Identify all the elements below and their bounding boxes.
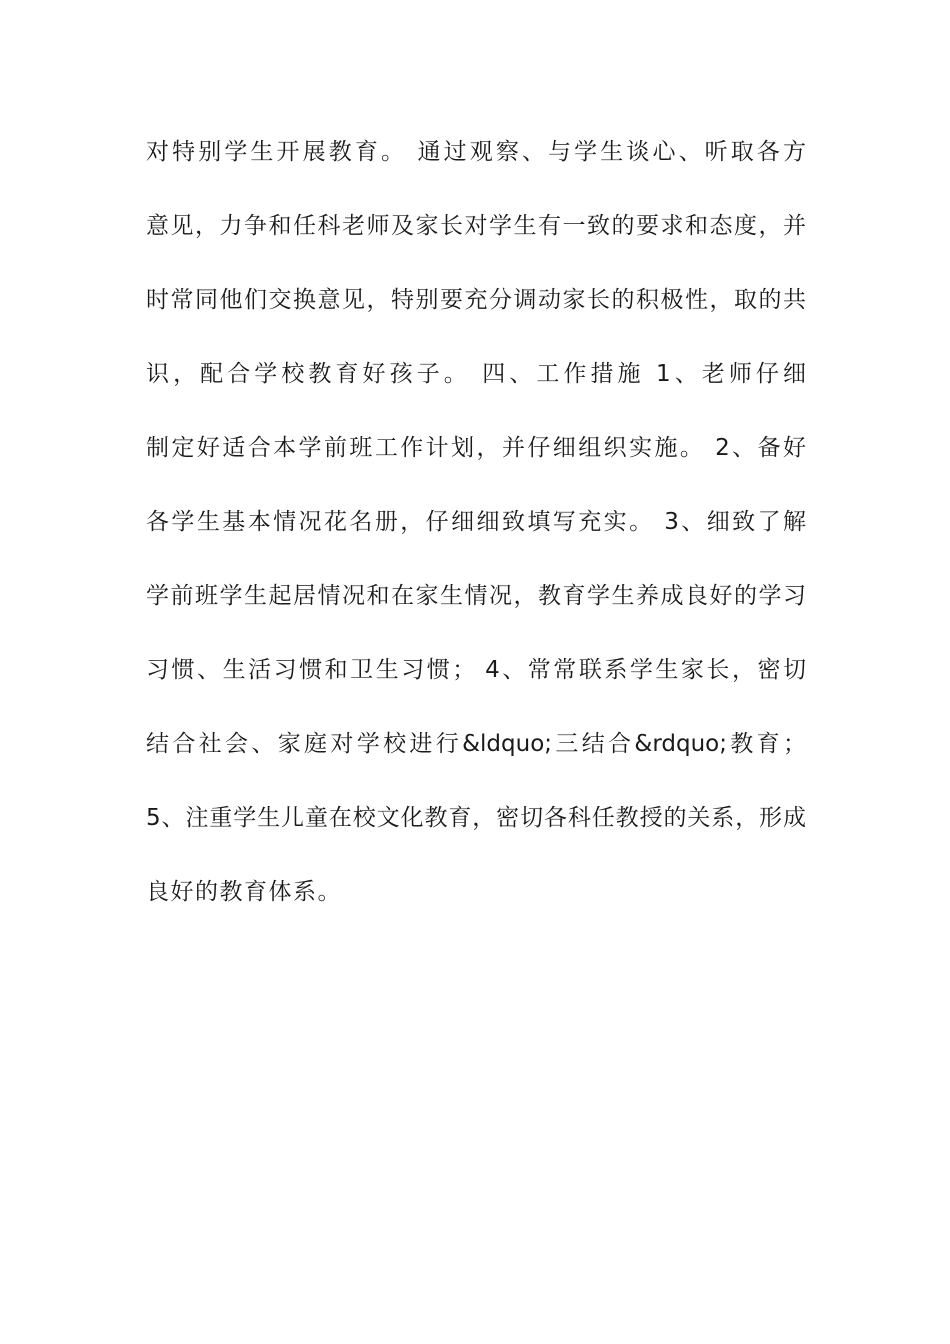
text-line-9: 结合社会、家庭对学校进行&ldquo;三结合&rdquo;教育；	[146, 731, 806, 757]
text-line-2: 意见，力争和任科老师及家长对学生有一致的要求和态度，并	[146, 213, 806, 239]
text-line-10: 5、注重学生儿童在校文化教育，密切各科任教授的关系，形成	[146, 805, 806, 831]
text-line-5: 制定好适合本学前班工作计划，并仔细组织实施。 2、备好	[146, 435, 806, 461]
text-line-8: 习惯、生活习惯和卫生习惯； 4、常常联系学生家长，密切	[146, 657, 806, 683]
text-line-6: 各学生基本情况花名册，仔细细致填写充实。 3、细致了解	[146, 509, 806, 535]
text-line-3: 时常同他们交换意见，特别要充分调动家长的积极性，取的共	[146, 287, 806, 313]
text-line-4: 识，配合学校教育好孩子。 四、工作措施 1、老师仔细	[146, 361, 806, 387]
text-line-11: 良好的教育体系。	[146, 879, 342, 905]
text-line-1: 对特别学生开展教育。 通过观察、与学生谈心、听取各方	[146, 139, 806, 165]
text-line-7: 学前班学生起居情况和在家生情况，教育学生养成良好的学习	[146, 583, 806, 609]
body-text	[146, 132, 806, 946]
